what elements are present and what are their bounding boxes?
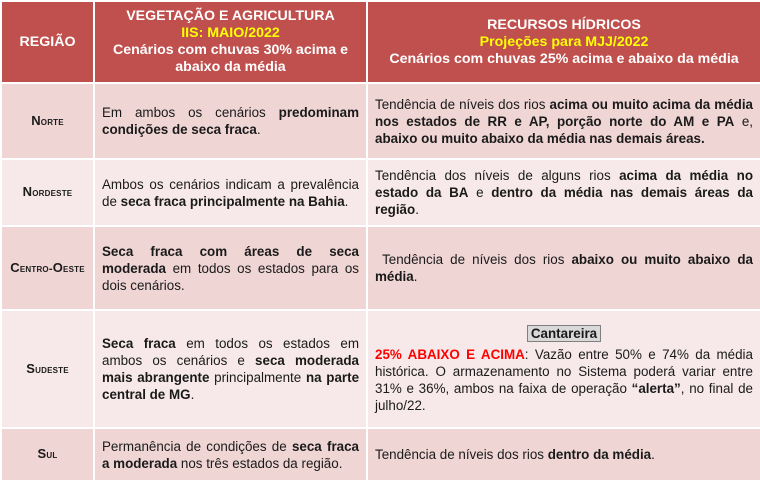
table-row-centro-oeste	[1, 226, 760, 310]
header-water-title: RECURSOS HÍDRICOS	[487, 16, 641, 33]
water-cell-norte: Tendência de níveis dos rios acima ou muito acima da média nos estados de RR e AP, porção norte do AM e PA e, abaixo ou muito abaixo da média nas demais áreas.	[367, 83, 760, 159]
header-vegetation-subtitle: IIS: MAIO/2022	[181, 25, 280, 41]
region-sudeste: Sudeste	[1, 310, 94, 428]
header-water	[367, 1, 760, 83]
header-vegetation-desc: Cenários com chuvas 30% acima e abaixo da média	[112, 42, 348, 75]
veg-cell-sudeste: Seca fraca em todos os estados em ambos os cenários e seca moderada mais abrangente principalmente na parte central de MG.	[94, 310, 367, 428]
region-centro-oeste: Centro-Oeste	[1, 226, 94, 310]
scenario-highlight: 25% ABAIXO E ACIMA	[375, 346, 525, 362]
region-sul: Sul	[1, 428, 94, 481]
veg-cell-norte: Em ambos os cenários predominam condições de seca fraca.	[94, 83, 367, 159]
header-water-desc: Cenários com chuvas 25% acima e abaixo da média	[389, 50, 739, 67]
table-row-sudeste	[1, 310, 760, 428]
region-norte: Norte	[1, 83, 94, 159]
water-cell-centro-oeste: Tendência de níveis dos rios abaixo ou muito abaixo da média.	[367, 226, 760, 310]
header-vegetation	[94, 1, 367, 83]
water-cell-sul: Tendência de níveis dos rios dentro da média.	[367, 428, 760, 481]
region-nordeste: Nordeste	[1, 159, 94, 226]
water-cell-sudeste: Cantareira 25% ABAIXO E ACIMA: Vazão entre 50% e 74% da média histórica. O armazenamento no Sistema poderá variar entre 31% e 36%, ambos na faixa de operação “alerta”, no final de julho/22.	[367, 310, 760, 428]
cantareira-label: Cantareira	[527, 325, 601, 342]
table-row-nordeste	[1, 159, 760, 226]
header-vegetation-title: VEGETAÇÃO E AGRICULTURA	[126, 8, 335, 24]
veg-cell-centro-oeste: Seca fraca com áreas de seca moderada em todos os estados para os dois cenários.	[94, 226, 367, 310]
table-row-norte	[1, 83, 760, 159]
table-row-sul	[1, 428, 760, 481]
header-row	[1, 1, 760, 83]
veg-cell-nordeste: Ambos os cenários indicam a prevalência de seca fraca principalmente na Bahia.	[94, 159, 367, 226]
header-water-subtitle: Projeções para MJJ/2022	[479, 33, 649, 50]
header-region: REGIÃO	[1, 1, 94, 83]
veg-cell-sul: Permanência de condições de seca fraca a moderada nos três estados da região.	[94, 428, 367, 481]
water-cell-nordeste: Tendência dos níveis de alguns rios acima da média no estado da BA e dentro da média nas demais áreas da região.	[367, 159, 760, 226]
